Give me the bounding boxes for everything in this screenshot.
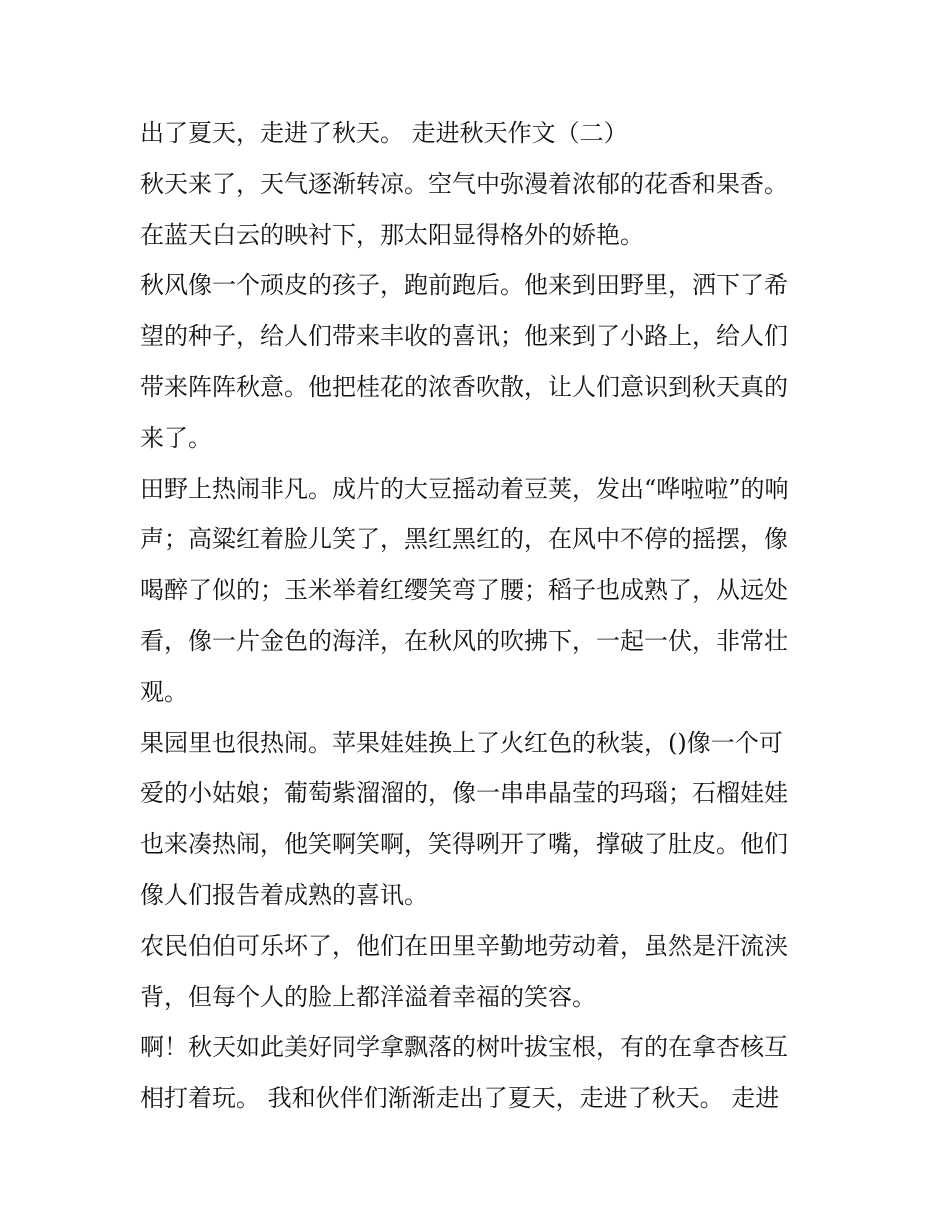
text-line: 带来阵阵秋意。他把桂花的浓香吹散，让人们意识到秋天真的 [140,372,788,401]
text-line: 看，像一片金色的海洋，在秋风的吹拂下，一起一伏，非常壮 [140,626,788,655]
text-line: 相打着玩。 我和伙伴们渐渐走出了夏天，走进了秋天。 走进 [140,1084,780,1113]
text-line: 爱的小姑娘；葡萄紫溜溜的，像一串串晶莹的玛瑙；石榴娃娃 [140,779,788,808]
text-line: 望的种子，给人们带来丰收的喜讯；他来到了小路上，给人们 [140,322,788,351]
text-line: 秋天来了，天气逐渐转凉。空气中弥漫着浓郁的花香和果香。 [140,169,788,198]
text-line: 来了。 [140,423,212,452]
text-line: 在蓝天白云的映衬下，那太阳显得格外的娇艳。 [140,220,644,249]
text-line: 啊！秋天如此美好同学拿飘落的树叶拔宝根，有的在拿杏核互 [140,1033,788,1062]
text-line: 背，但每个人的脸上都洋溢着幸福的笑容。 [140,982,596,1011]
text-line: 喝醉了似的；玉米举着红缨笑弯了腰；稻子也成熟了，从远处 [140,576,788,605]
text-line: 也来凑热闹，他笑啊笑啊，笑得咧开了嘴，撑破了肚皮。他们 [140,830,788,859]
text-line: 果园里也很热闹。苹果娃娃换上了火红色的秋装，()像一个可 [140,728,783,757]
text-line: 出了夏天，走进了秋天。 走进秋天作文（二） [140,119,628,147]
document-body [140,108,812,1124]
text-line: 秋风像一个顽皮的孩子，跑前跑后。他来到田野里，洒下了希 [140,271,788,300]
text-line: 像人们报告着成熟的喜讯。 [140,880,428,909]
text-line: 田野上热闹非凡。成片的大豆摇动着豆荚，发出“哗啦啦”的响 [140,474,789,503]
text-line: 农民伯伯可乐坏了，他们在田里辛勤地劳动着，虽然是汗流浃 [140,931,788,960]
text-line: 观。 [140,677,188,706]
text-line: 声；高粱红着脸儿笑了，黑红黑红的，在风中不停的摇摆，像 [140,525,788,554]
